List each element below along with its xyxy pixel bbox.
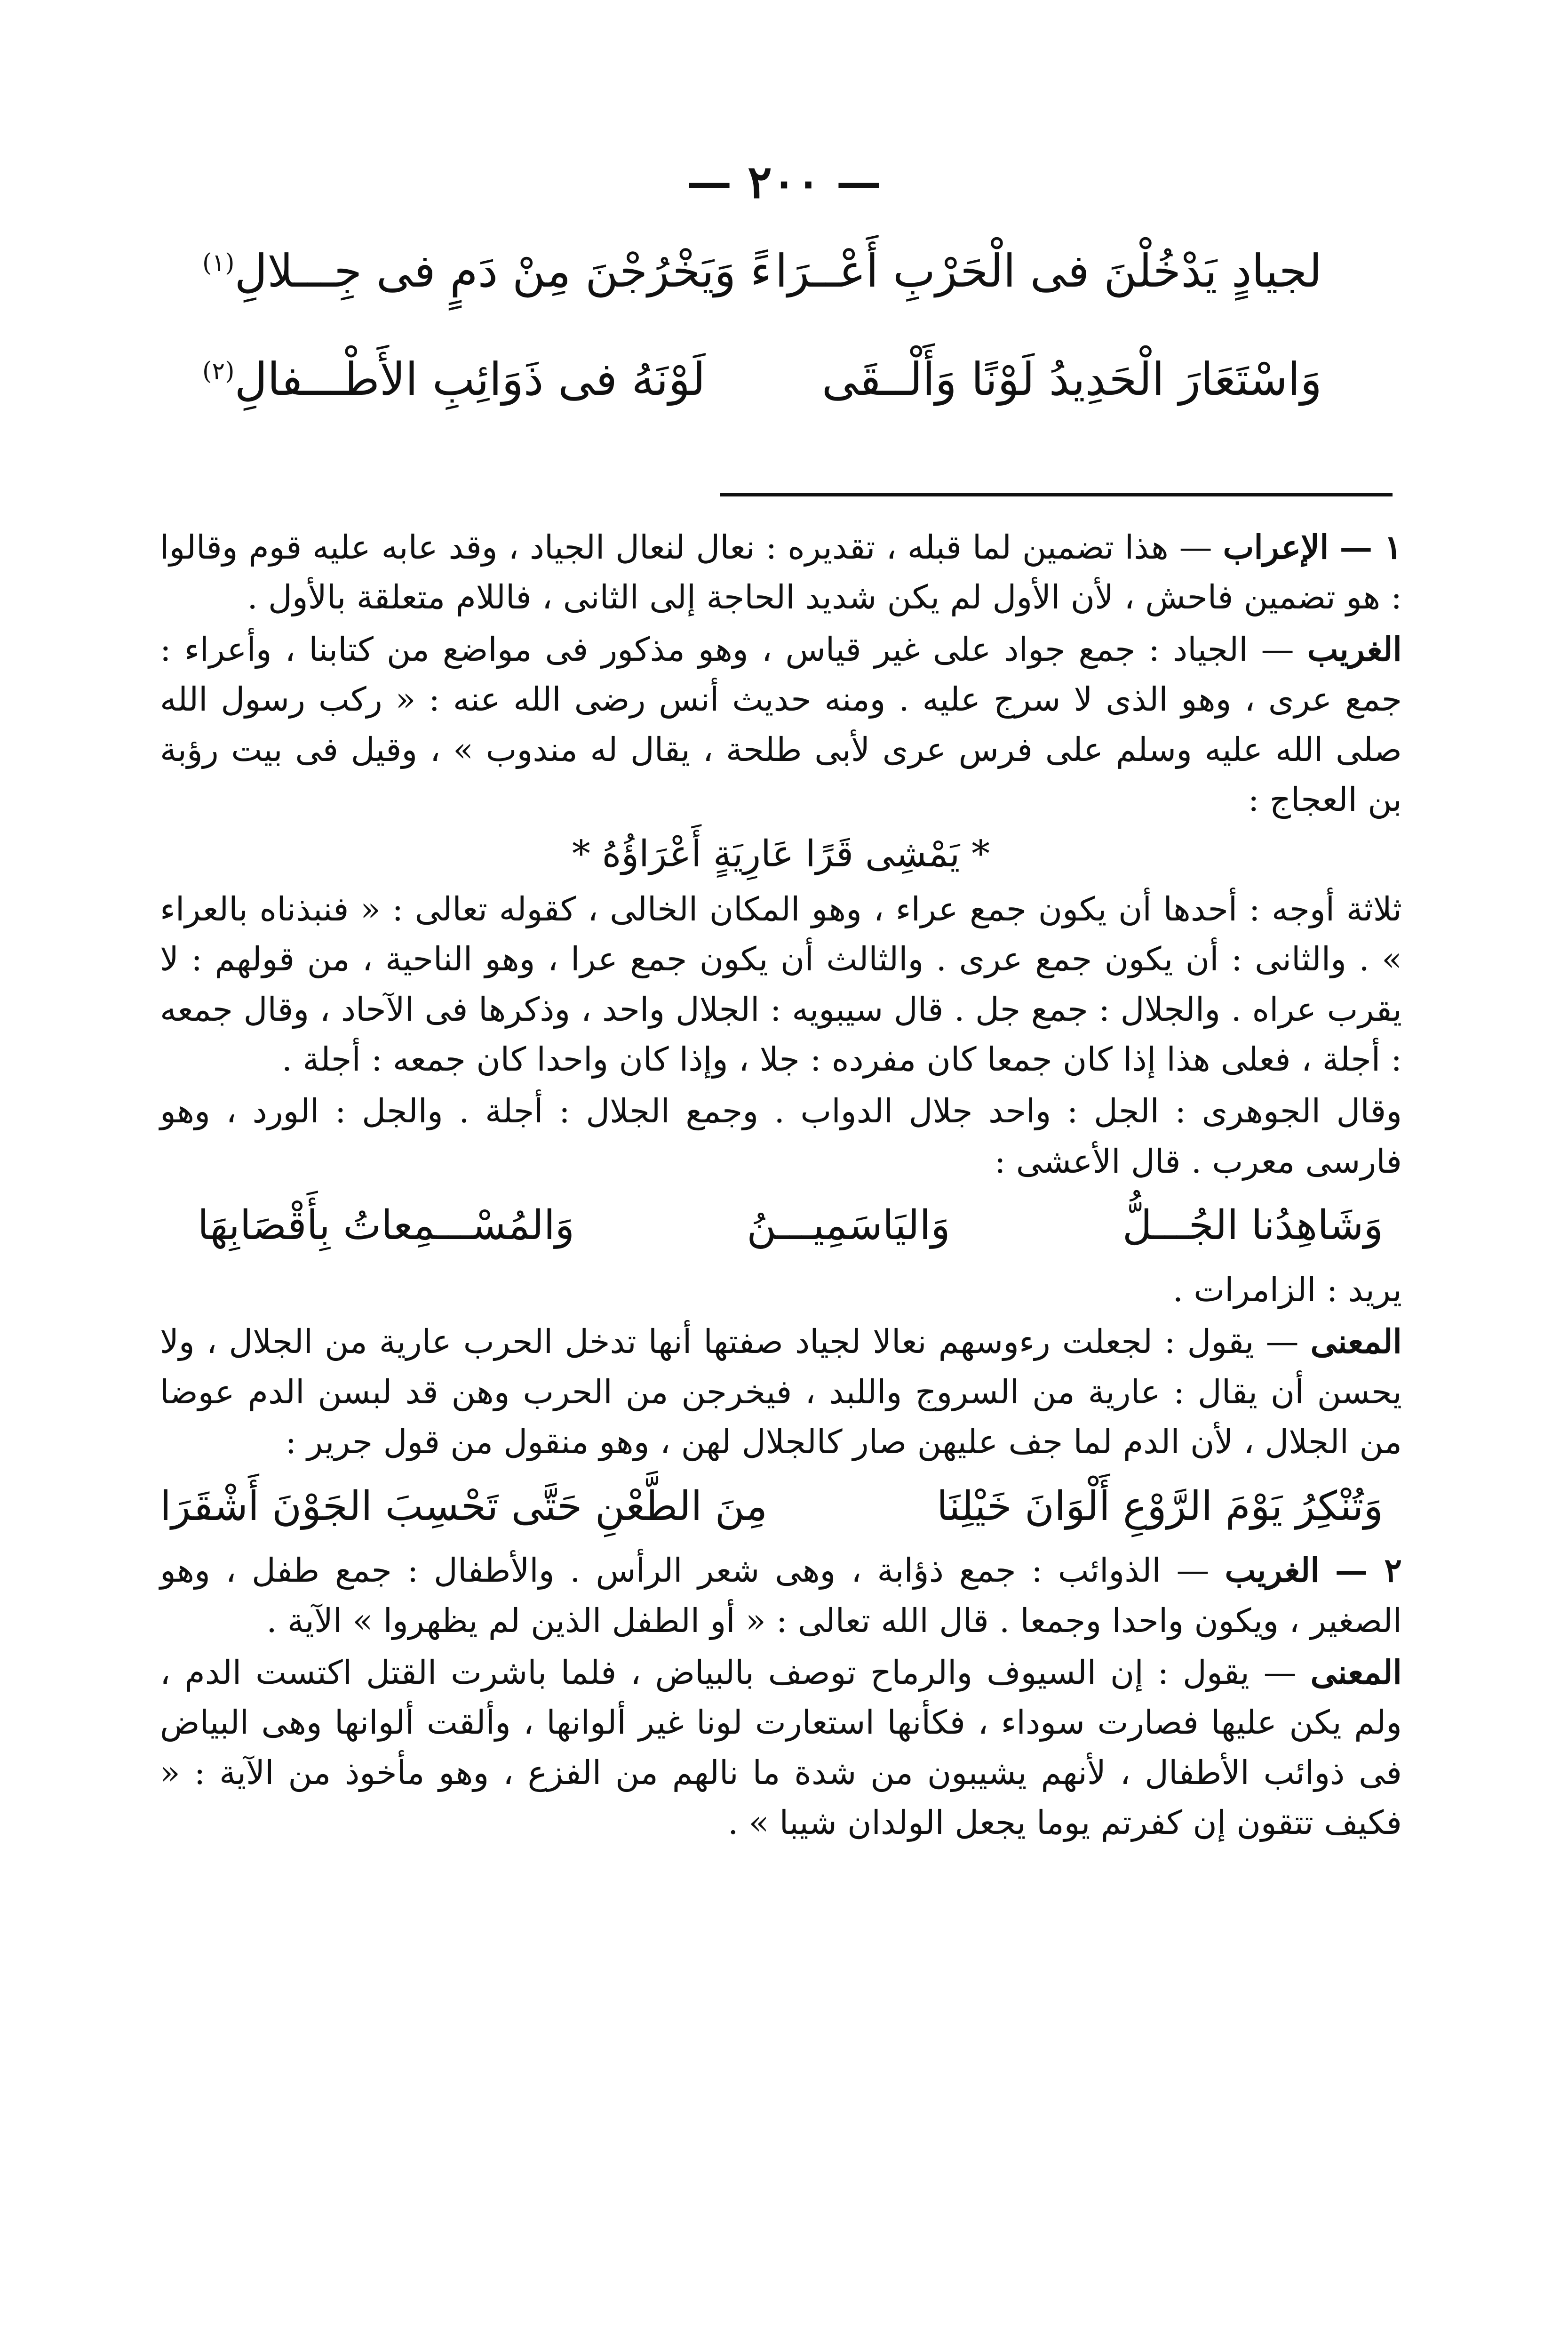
verse-2-second-text: لَوْنَهُ فى ذَوَائِبِ الأَطْـــفالِ xyxy=(234,353,706,406)
rajaz-quote: * يَمْشِى قَرًا عَارِيَةٍ أَعْرَاؤُهُ * xyxy=(572,833,990,876)
term-meaning-2: المعنى xyxy=(1310,1653,1402,1692)
jarir-quote-second: مِنَ الطَّعْنِ حَتَّى تَحْسِبَ الجَوْنَ أَشْقَرَا xyxy=(160,1482,768,1530)
term-vocabulary-1: الغريب xyxy=(1307,629,1402,669)
note-1-vocabulary-text: — الجياد : جمع جواد على غير قياس ، وهو مذكور فى مواضع من كتابنا ، وأعراء : جمع عرى ، وهو الذى لا سرج عليه . ومنه حديث أنس رضى الله عنه : « ركب رسول الله صلى الله عليه وسلم على فرس عرى لأبى طلحة ، يقال له مندوب » ، وقيل فى بيت رؤبة بن العجاج : xyxy=(160,630,1402,819)
poem-verses xyxy=(202,245,1322,461)
note-1-number: ١ — xyxy=(1339,528,1402,567)
verse-line-1 xyxy=(202,245,1322,353)
note-1-gloss: يريد : الزامرات . xyxy=(1172,1270,1402,1309)
verse-1-second-hemistich xyxy=(202,245,772,297)
asha-quote-part-1: وَشَاهِدُنا الجُـــلُّ xyxy=(1122,1202,1383,1249)
verse-1-second-text: ءً وَيَخْرُجْنَ مِنْ دَمٍ فى جِـــلالِ xyxy=(234,245,772,297)
note-1-jawhari: وقال الجوهرى : الجل : واحد جلال الدواب . وجمع الجلال : أجلة . والجل : الورد ، وهو فارسى معرب . قال الأعشى : xyxy=(160,1092,1402,1181)
term-vocabulary-2: الغريب xyxy=(1225,1551,1320,1590)
note-1-meaning-text: — يقول : لجعلت رءوسهم نعالا لجياد صفتها أنها تدخل الحرب عارية من الجلال ، ولا يحسن أن يقال : عارية من السروج واللبد ، فيخرجن من الحرب وهن قد لبسن الدم عوضا من الجلال ، لأن الدم لما جف عليهن صار كالجلال لهن ، وهو منقول من قول جرير : xyxy=(160,1322,1402,1462)
note-2-vocabulary-text: — الذوائب : جمع ذؤابة ، وهى شعر الرأس . والأطفال : جمع طفل ، وهو الصغير ، ويكون واحدا وجمعا . قال الله تعالى : « أو الطفل الذين لم يظهروا » الآية . xyxy=(160,1551,1402,1640)
note-2-meaning xyxy=(160,1648,1402,1848)
footnote-separator xyxy=(720,493,1393,496)
term-grammar: الإعراب xyxy=(1223,528,1329,567)
jarir-quote-first: وَتُنْكِرُ يَوْمَ الرَّوْعِ أَلْوَانَ خَيْلِنَا xyxy=(936,1482,1383,1530)
verse-1-first-hemistich: لجيادٍ يَدْخُلْنَ فى الْحَرْبِ أَعْــرَا xyxy=(775,245,1322,297)
note-1-grammar-text: — هذا تضمين لما قبله ، تقديره : نعال لنعال الجياد ، وقد عابه عليه قوم وقالوا : هو تضمين فاحش ، لأن الأول لم يكن شديد الحاجة إلى الثانى ، فاللام متعلقة بالأول . xyxy=(160,528,1402,617)
note-1-three-readings: ثلاثة أوجه : أحدها أن يكون جمع عراء ، وهو المكان الخالى ، كقوله تعالى : « فنبذناه بالعراء » . والثانى : أن يكون جمع عرى . والثالث أن يكون جمع عرا ، وهو الناحية ، من قولهم : لا يقرب عراه . والجلال : جمع جل . قال سيبويه : الجلال واحد ، وذكرها فى الآحاد ، وقال جمعه : أجلة ، فعلى هذا إذا كان جمعا كان مفرده : جلا ، وإذا كان واحدا كان جمعه : أجلة . xyxy=(160,889,1402,1079)
note-2-number: ٢ — xyxy=(1335,1551,1402,1590)
term-meaning-1: المعنى xyxy=(1310,1322,1402,1361)
footnote-marker-1: (١) xyxy=(202,249,235,277)
asha-quote-part-2: وَاليَاسَمِيـــنُ xyxy=(747,1202,950,1249)
note-2-vocabulary xyxy=(160,1545,1402,1646)
jarir-quote-verse xyxy=(160,1476,1383,1537)
note-2-meaning-text: — يقول : إن السيوف والرماح توصف بالبياض ، فلما باشرت القتل اكتست الدم ، ولم يكن عليها فصارت سوداء ، فكأنها استعارت لونا غير ألوانها ، وألقت ألوانها وهى البياض فى ذوائب الأطفال ، لأنهم يشيبون من شدة ما نالهم من الفزع ، وهو مأخوذ من الآية : « فكيف تتقون إن كفرتم يوما يجعل الولدان شيبا » . xyxy=(160,1653,1402,1842)
verse-line-2 xyxy=(202,353,1322,461)
note-1-meaning xyxy=(160,1317,1402,1467)
note-1-vocabulary xyxy=(160,624,1402,825)
asha-quote-part-3: وَالمُسْـــمِعاتُ بِأَقْصَابِهَا xyxy=(198,1202,575,1249)
page-number: — ٢٠٠ — xyxy=(686,155,882,208)
asha-quote-verse xyxy=(198,1195,1383,1256)
verse-2-second-hemistich xyxy=(202,353,706,406)
commentary xyxy=(160,522,1402,1850)
verse-2-first-hemistich: وَاسْتَعَارَ الْحَدِيدُ لَوْنًا وَأَلْــقَى xyxy=(821,353,1322,406)
note-1-grammar xyxy=(160,522,1402,623)
footnote-marker-2: (٢) xyxy=(202,357,235,385)
